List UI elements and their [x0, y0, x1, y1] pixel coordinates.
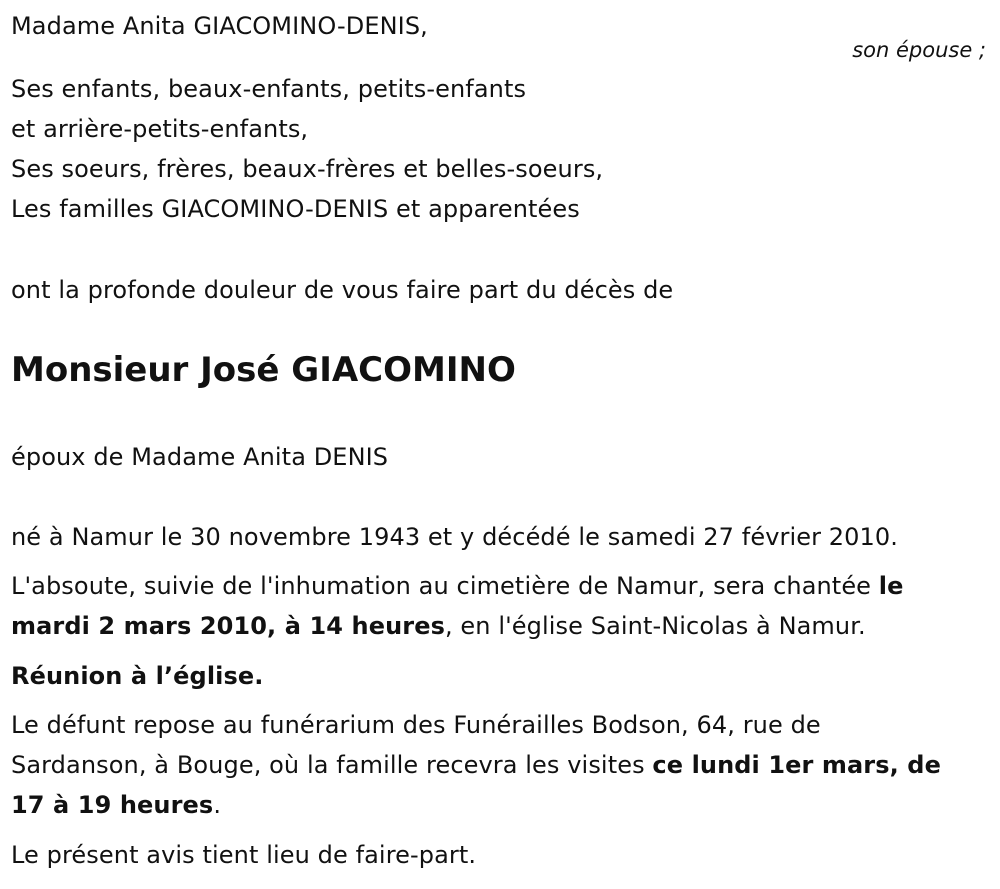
family-line-1: Ses enfants, beaux-enfants, petits-enfants: [11, 75, 527, 103]
ceremony-line-2-text: , en l'église Saint-Nicolas à Namur.: [444, 612, 866, 640]
spouse-of-text: époux de Madame Anita DENIS: [11, 443, 389, 471]
ceremony-line-2: [11, 606, 866, 646]
family-line-2: et arrière-petits-enfants,: [11, 115, 309, 143]
visitation-line-3-text: .: [213, 791, 222, 819]
closing-text: Le présent avis tient lieu de faire-part.: [11, 841, 477, 869]
visitation-line-3: [11, 785, 221, 825]
visitation-line-2: [11, 745, 941, 785]
ceremony-date-bold: mardi 2 mars 2010, à 14 heures: [11, 612, 445, 640]
family-line-3: Ses soeurs, frères, beaux-frères et belles-soeurs,: [11, 155, 604, 183]
meeting-text: Réunion à l’église.: [11, 662, 264, 690]
announcement-text: ont la profonde douleur de vous faire part du décès de: [11, 276, 674, 304]
family-line-4: Les familles GIACOMINO-DENIS et apparentées: [11, 195, 580, 223]
ceremony-line-1-bold: le: [878, 572, 904, 600]
visitation-hours-bold: 17 à 19 heures: [11, 791, 214, 819]
visitation-line-2-bold: ce lundi 1er mars, de: [652, 751, 941, 779]
ceremony-line-1-text: L'absoute, suivie de l'inhumation au cimetière de Namur, sera chantée: [11, 572, 879, 600]
birth-death-text: né à Namur le 30 novembre 1943 et y décédé le samedi 27 février 2010.: [11, 523, 899, 551]
ceremony-line-1: [11, 566, 904, 606]
deceased-name: Monsieur José GIACOMINO: [11, 350, 516, 390]
spouse-name-line: Madame Anita GIACOMINO-DENIS,: [11, 12, 428, 40]
visitation-line-1: Le défunt repose au funérarium des Funérailles Bodson, 64, rue de: [11, 711, 821, 739]
visitation-line-2-text: Sardanson, à Bouge, où la famille recevra les visites: [11, 751, 653, 779]
spouse-role: son épouse ;: [852, 38, 986, 62]
